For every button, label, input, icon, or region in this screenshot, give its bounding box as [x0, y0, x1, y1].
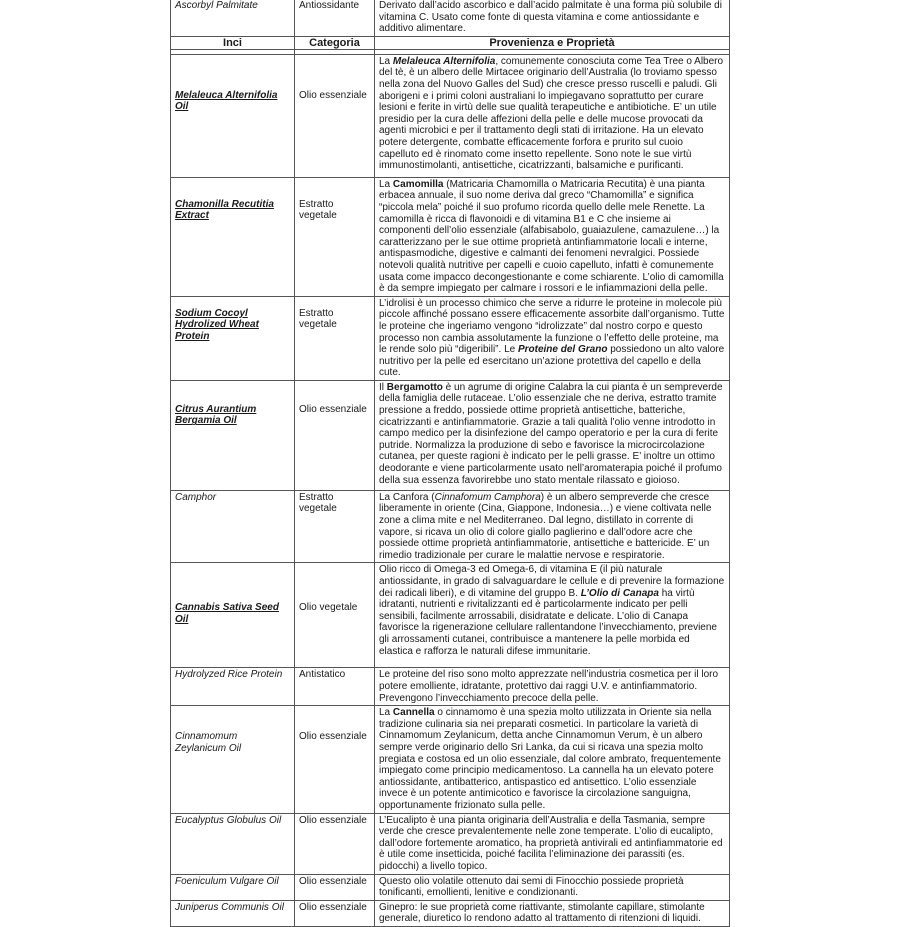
table-row — [171, 380, 730, 490]
category-label: Olio essenziale — [299, 403, 367, 415]
category-cell — [295, 900, 375, 926]
description-text: è un agrume di origine Calabra la cui pianta è un sempreverde della famiglia delle rutaceae. L’olio essenziale che ne deriva, estratto tramite pressione a freddo, possiede ottime proprietà antisettiche, batteriche, cicatrizzanti e antinfiammatorie. Grazie a tali qualità l’olio venne introdotto in campo medico per la disinfezione del campo operatorio e per la cura di ferite putride. Normalizza la produzione di sebo e favorisce la microcircolazione cutanea, per queste ragioni è indicato per le pelli grasse. E’ inoltre un ottimo deodorante e viene particolarmente usato nell’aromaterapia poiché il profumo della sua essenza favorirebbe uno stato mentale rilassato e gioioso. — [379, 381, 723, 486]
category-label: Olio essenziale — [299, 875, 367, 887]
category-cell — [295, 706, 375, 813]
inci-cell — [171, 177, 295, 296]
category-cell — [295, 296, 375, 380]
description-highlight: Bergamotto — [386, 381, 443, 393]
description-highlight: Camomilla — [392, 178, 444, 190]
description-highlight: Melaleuca Alternifolia — [392, 55, 496, 67]
description-text: La — [379, 55, 393, 67]
table-row — [171, 490, 730, 563]
inci-cell — [171, 380, 295, 490]
description-text: o cinnamomo è una spezia molto utilizzata in Oriente sia nella tradizione culinaria sia nei preparati cosmetici. In particolare la varietà di Cinnamomum Zeylanicum, detta anche Cinnamomun Verum, è un albero sempre verde originario dello Sri Lanka, da cui si ricava una spezia molto pregiata e costosa ed un olio essenziale, dal colore ambrato, frequentemente impiegato come principio medicamentoso. La cannella ha un elevato potere antiossidante, antibatterico, antispastico ed antisettico. L’olio essenziale invece è un potente antimicotico e favorisce la circolazione sanguigna, opportunamente frizionato sulla pelle. — [379, 707, 721, 811]
description-text: (Matricaria Chamomilla o Matricaria Recutita) è una pianta erbacea annuale, il suo nome deriva dal greco “Chamomilla” e significa “piccola mela” poiché il suo profumo ricorda quello delle mele Renette. La camomilla è ricca di flavonoidi e di vitamina B1 e C che insieme ai componenti dell’olio essenziale (alfabisabolo, guaiazulene, camazulene…) la caratterizzano per le sue ottime proprietà antinfiammatorie locali e interne, antispasmodiche, digestive e calmanti dei fenomeni nevralgici. Possiede notevoli qualità nutritive per capelli e cuoio capelluto, infatti è comunemente usata come impacco decongestionante e come schiarente. L’olio di camomilla è da sempre impiegato per calmare i rossori e le infiammazioni della pelle. — [379, 178, 724, 295]
inci-cell — [171, 296, 295, 380]
description-cell — [375, 813, 730, 874]
header-categoria: Categoria — [295, 36, 375, 49]
description-text: Questo olio volatile ottenuto dai semi di Finocchio possiede proprietà tonificanti, emollienti, lenitive e condizionanti. — [379, 875, 684, 899]
category-cell — [295, 380, 375, 490]
description-cell — [375, 490, 730, 563]
table-row — [171, 874, 730, 900]
category-label: Olio essenziale — [299, 731, 367, 743]
inci-name: Camphor — [175, 491, 217, 503]
table-row — [171, 668, 730, 706]
header-inci: Inci — [171, 36, 295, 49]
description-cell — [375, 296, 730, 380]
category-label: Olio essenziale — [299, 814, 367, 826]
category-cell — [295, 874, 375, 900]
table-row — [171, 177, 730, 296]
inci-cell — [171, 813, 295, 874]
inci-name: Juniperus Communis Oil — [175, 901, 284, 913]
description-text: Le proteine del riso sono molto apprezzate nell’industria cosmetica per il loro potere emolliente, idratante, protettivo dai raggi U.V. e antinfiammatorio. Prevengono l’invecchiamento precoce della pelle. — [379, 669, 719, 704]
inci-cell — [171, 563, 295, 668]
table-row — [171, 296, 730, 380]
inci-cell — [171, 874, 295, 900]
table-row — [171, 706, 730, 813]
description-cell: Derivato dall’acido ascorbico e dall’acido palmitate è una forma più solubile di vitamina C. Usato come fonte di questa vitamina e come antiossidante e additivo alimentare. — [375, 0, 730, 36]
description-text: ha virtù idratanti, nutrienti e rivitalizzanti ed è particolarmente indicato per pelli sensibili, facilmente arrossabili, disidratate e delicate. L’olio di Canapa favorisce la rigenerazione cellulare rallentandone l’invecchiamento, previene gli arrossamenti cutanei, contribuisce a mantenere la pelle morbida ed elastica e rafforza le naturali difese immunitarie. — [379, 587, 717, 657]
category-label: Estratto vegetale — [299, 491, 337, 515]
inci-cell — [171, 706, 295, 813]
description-text: ) è un albero sempreverde che cresce liberamente in oriente (Cina, Giappone, Indonesia…) e viene coltivata nelle zone a clima mite e nel Mediterraneo. Dal legno, distillato in corrente di vapore, si ricava un olio di colore giallo paglierino e dall’odore acre che possiede ottime proprietà antinfiammatorie, antisettiche e battericide. E’ un rimedio tradizionale per curare le malattie nervose e respiratorie. — [379, 491, 712, 561]
category-label: Olio essenziale — [299, 901, 367, 913]
description-text: L’Eucalipto è una pianta originaria dell’Australia e della Tasmania, sempre verde che cresce prevalentemente nelle zone temperate. L’olio di eucalipto, dall’odore fortemente aromatico, ha proprietà antivirali ed antinfiammatorie ed è utile come insetticida, poiché facilita l’eliminazione dei parassiti (es. pidocchi) a livello topico. — [379, 814, 723, 872]
category-cell — [295, 54, 375, 177]
table-row — [171, 563, 730, 668]
description-cell — [375, 563, 730, 668]
inci-cell — [171, 900, 295, 926]
inci-name: Hydrolyzed Rice Protein — [175, 669, 283, 681]
description-text: possiedono un alto valore nutritivo per la pelle ed esercitano un’azione protettiva del capello e della cute. — [379, 344, 725, 379]
inci-name: Melaleuca Alternifolia Oil — [175, 89, 278, 113]
category-cell — [295, 813, 375, 874]
description-text: La Canfora ( — [379, 491, 435, 503]
description-text: L’idrolisi è un processo chimico che serve a ridurre le proteine in molecole più piccole affinché possano essere efficacemente assorbite dall’organismo. Tutte le proteine che ingeriamo vengono “idrolizzate” dal nostro corpo e questo processo non cambia assolutamente la funzione o l’effetto delle proteine, ma le rende solo più “digeribili”. Le — [379, 297, 725, 356]
category-label: Olio essenziale — [299, 89, 367, 101]
description-text: Ginepro: le sue proprietà come riattivante, stimolante capillare, stimolante generale, diuretico lo rendono adatto al trattamento di ritenzioni di liquidi. — [379, 901, 705, 925]
inci-cell — [171, 54, 295, 177]
description-highlight: L’Olio di Canapa — [580, 587, 659, 599]
table-row — [171, 900, 730, 926]
category-label: Estratto vegetale — [299, 198, 337, 222]
category-cell: Antiossidante — [295, 0, 375, 36]
header-row — [171, 36, 730, 49]
category-cell — [295, 563, 375, 668]
description-highlight: Cinnafomum Camphora — [434, 491, 541, 503]
category-label: Antistatico — [299, 669, 346, 681]
description-cell — [375, 177, 730, 296]
table-row — [171, 54, 730, 177]
inci-cell — [171, 490, 295, 563]
inci-name: Eucalyptus Globulus Oil — [175, 814, 282, 826]
inci-name: Citrus Aurantium Bergamia Oil — [175, 403, 257, 427]
description-text: La — [379, 707, 393, 719]
category-cell — [295, 177, 375, 296]
description-cell — [375, 706, 730, 813]
inci-name: Sodium Cocoyl Hydrolized Wheat Protein — [175, 307, 259, 342]
description-cell — [375, 54, 730, 177]
description-text: Olio ricco di Omega-3 ed Omega-6, di vitamina E (il più naturale antiossidante, in grado di salvaguardare le cellule e di prevenire la formazione dei radicali liberi), e di vitamine del gruppo B. — [379, 564, 725, 599]
description-highlight: Proteine del Grano — [517, 344, 608, 356]
table-row — [171, 813, 730, 874]
inci-name: Cinnamomum Zeylanicum Oil — [175, 731, 242, 754]
inci-name: Foeniculum Vulgare Oil — [175, 875, 279, 887]
category-cell — [295, 668, 375, 706]
description-text: La — [379, 178, 393, 190]
ingredients-table — [170, 0, 730, 927]
table-row-top — [171, 0, 730, 36]
description-text: Il — [379, 381, 387, 393]
header-provenienza: Provenienza e Proprietà — [375, 36, 730, 49]
inci-name: Chamonilla Recutitia Extract — [175, 198, 274, 222]
description-text: , comunemente conosciuta come Tea Tree o Albero del tè, è un albero delle Mirtacee originario dell’Australia (lo troviamo spesso nella zona del Nuovo Galles del Sud) che cresce presso ruscelli e paludi. Gli aborigeni e i primi coloni australiani lo impiegavano soprattutto per curare lesioni e ferite in virtù delle sue qualità terapeutiche e antibiotiche. E’ un utile presidio per la cura delle affezioni della pelle e delle mucose provocati da agenti microbici e per il trattamento degli stati di irritazione. Ha un elevato potere detergente, combatte efficacemente forfora e prurito sul cuoio capelluto ed è rinomato come insetto repellente. Sono note le sue virtù immunostimolanti, antisettiche, cicatrizzanti, balsamiche e purificanti. — [379, 55, 724, 172]
category-label: Estratto vegetale — [299, 307, 337, 331]
inci-cell: Ascorbyl Palmitate — [171, 0, 295, 36]
inci-name: Cannabis Sativa Seed Oil — [175, 602, 279, 626]
description-cell — [375, 380, 730, 490]
category-cell — [295, 490, 375, 563]
description-cell — [375, 874, 730, 900]
description-highlight: Cannella — [392, 707, 435, 719]
description-cell — [375, 668, 730, 706]
description-cell — [375, 900, 730, 926]
category-label: Olio vegetale — [299, 602, 358, 614]
inci-cell — [171, 668, 295, 706]
